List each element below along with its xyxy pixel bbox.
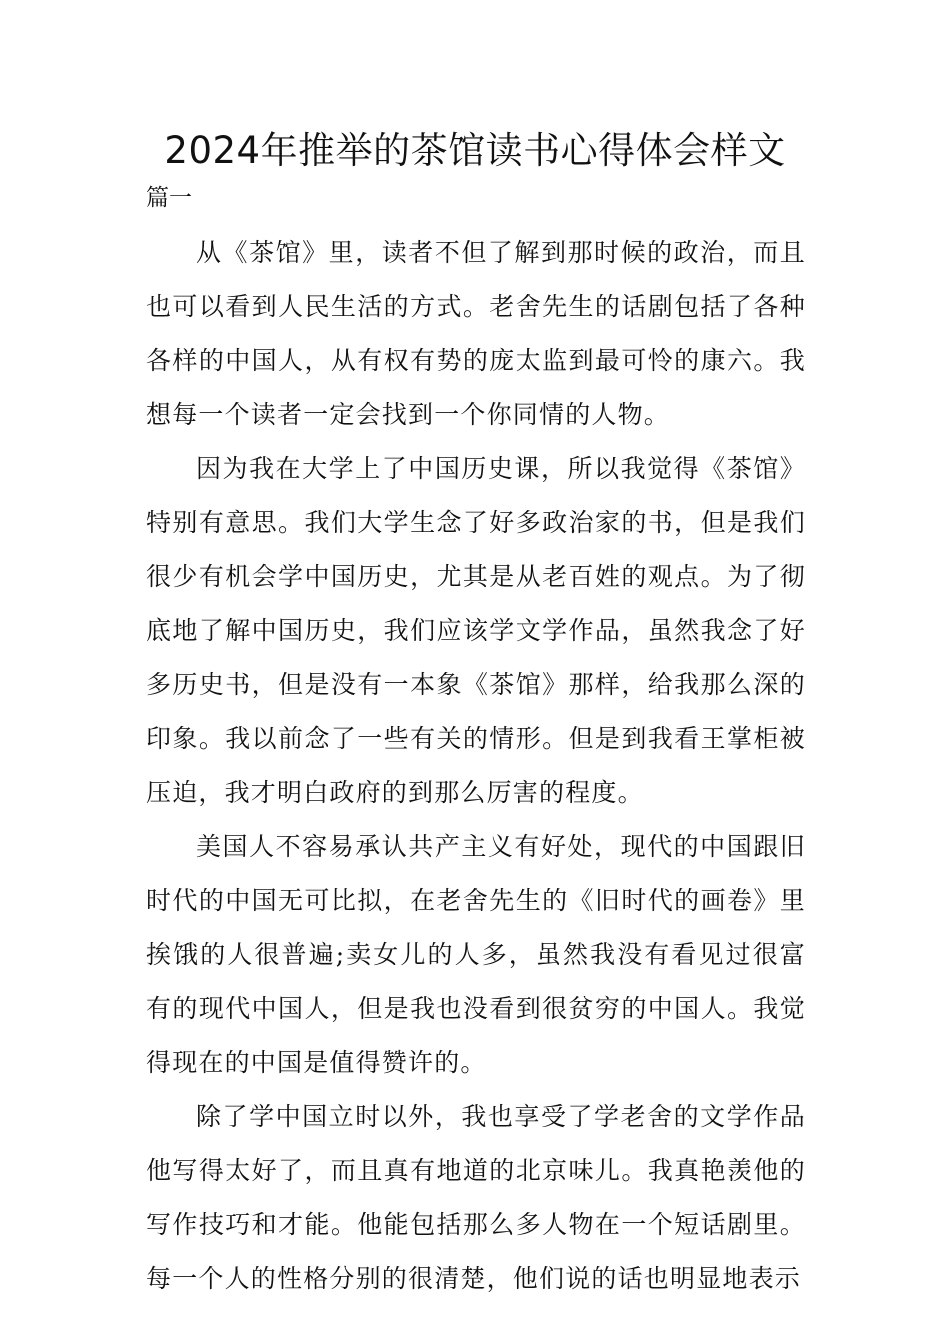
document-title: 2024年推举的茶馆读书心得体会样文: [164, 129, 786, 172]
document-body: [146, 226, 806, 1306]
paragraph: 因为我在大学上了中国历史课，所以我觉得《茶馆》特别有意思。我们大学生念了好多政治家的书，但是我们很少有机会学中国历史，尤其是从老百姓的观点。为了彻底地了解中国历史，我们应该学文学作品，虽然我念了好多历史书，但是没有一本象《茶馆》那样，给我那么深的印象。我以前念了一些有关的情形。但是到我看王掌柜被压迫，我才明白政府的到那么厉害的程度。: [146, 454, 806, 807]
paragraph: 从《茶馆》里，读者不但了解到那时候的政治，而且也可以看到人民生活的方式。老舍先生的话剧包括了各种各样的中国人，从有权有势的庞太监到最可怜的康六。我想每一个读者一定会找到一个你同情的人物。: [146, 238, 806, 429]
paragraph: 美国人不容易承认共产主义有好处，现代的中国跟旧时代的中国无可比拟，在老舍先生的《旧时代的画卷》里挨饿的人很普遍;卖女儿的人多，虽然我没有看见过很富有的现代中国人，但是我也没看到很贫穷的中国人。我觉得现在的中国是值得赞许的。: [146, 832, 806, 1077]
paragraph: 除了学中国立时以外，我也享受了学老舍的文学作品他写得太好了，而且真有地道的北京味儿。我真艳羡他的写作技巧和才能。他能包括那么多人物在一个短话剧里。每一个人的性格分别的很清楚，他们说的话也明显地表示: [146, 1102, 806, 1293]
section-label: 篇一: [146, 185, 192, 211]
